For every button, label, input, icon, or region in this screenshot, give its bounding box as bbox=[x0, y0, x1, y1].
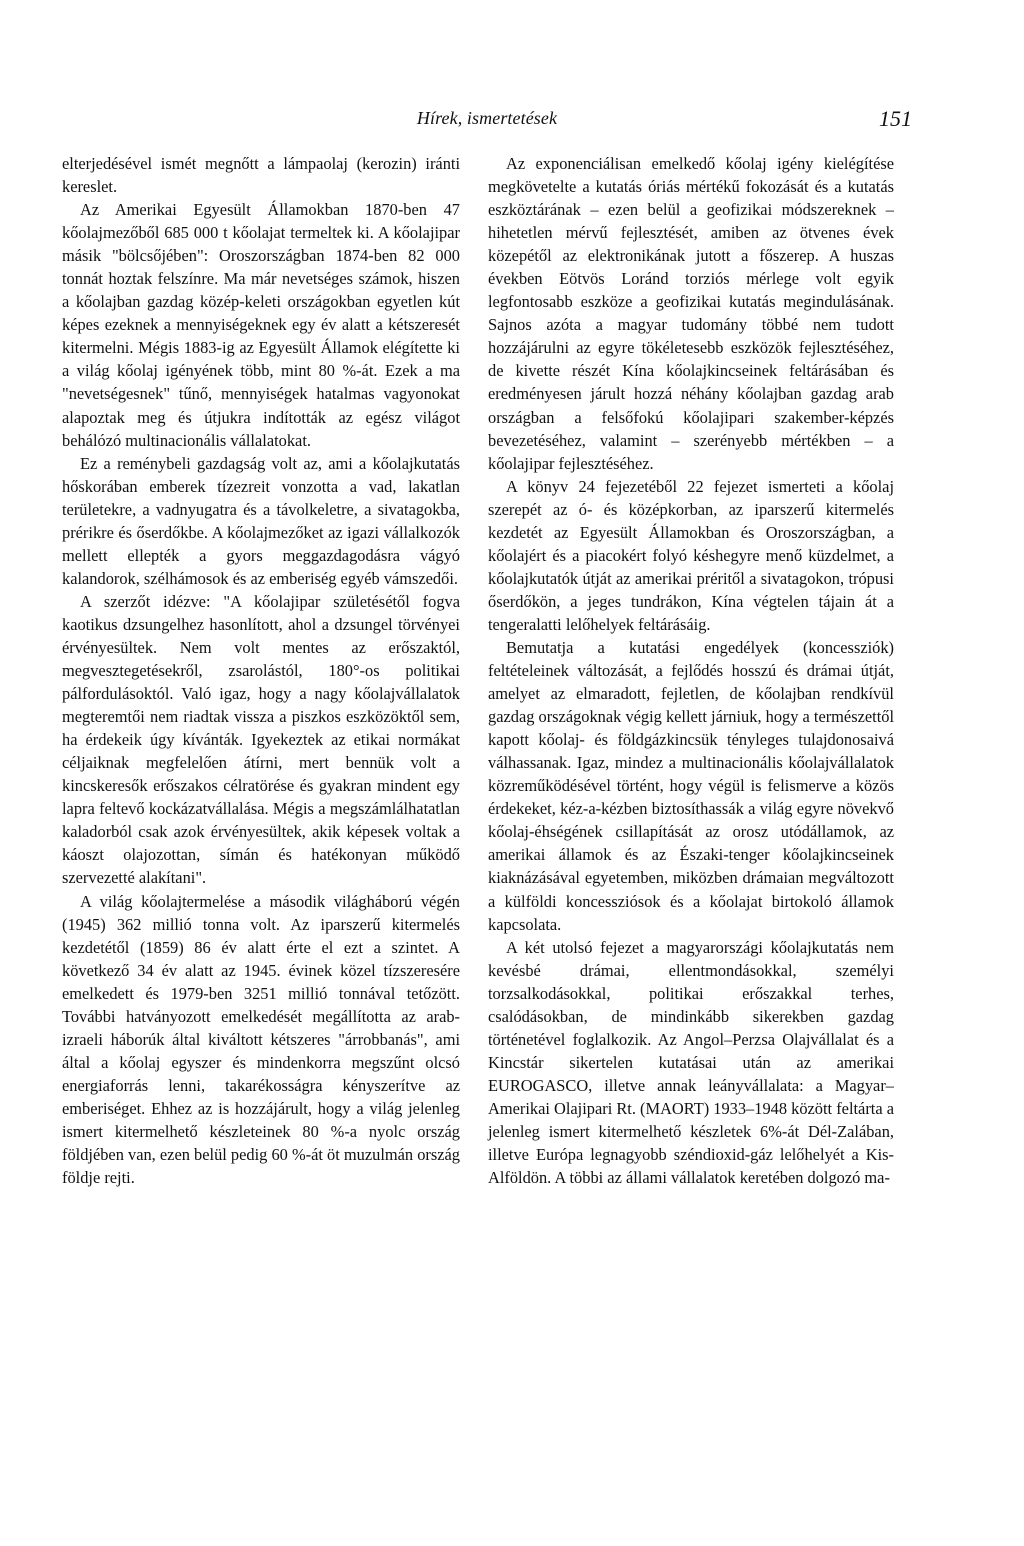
paragraph: Ez a reménybeli gazdagság volt az, ami a kőolajkutatás hőskorában emberek tízezreit vonzotta a vad, lakatlan területekre, a vadnyugatra és a távolkeletre, a sivatagokba, prérikre és őserdőkbe. A kőolajmezőket az igazi vállalkozók mellett ellepték a gyors meggazdagodásra vágyó kalandorok, szélhámosok és az emberiség egyéb vámszedői. bbox=[62, 453, 460, 588]
right-column bbox=[488, 152, 894, 1189]
paragraph: Az exponenciálisan emelkedő kőolaj igény kielégítése megkövetelte a kutatás óriás mértékű fokozását és a kutatás eszköztárának – ezen belül a geofizikai módszereknek – hihetetlen mérvű fejlesztését, amiben az ötvenes évek közepétől az elektronikának jutott a főszerep. A huszas években Eötvös Loránd torziós mérlege volt egyik legfontosabb eszköze a geofizikai kutatás megindulásának. Sajnos azóta a magyar tudomány többé nem tudott hozzájárulni az egyre tökéletesebb eszközök fejlesztéséhez, de kivette részét Kína kőolajkincseinek feltárásában és eredményesen járult hozzá néhány kőolajban gazdag arab országban a felsőfokú kőolajipari szakember-képzés bevezetéséhez, valamint – szerényebb mértékben – a kőolajipar fejlesztéséhez. bbox=[488, 154, 894, 473]
left-column bbox=[62, 152, 460, 1189]
paragraph: elterjedésével ismét megnőtt a lámpaolaj (kerozin) iránti kereslet. bbox=[62, 154, 460, 197]
paragraph: A világ kőolajtermelése a második világháború végén (1945) 362 millió tonna volt. Az iparszerű kitermelés kezdetétől (1859) 86 év alatt érte el ezt a szintet. A következő 34 év alatt az 1945. évinek közel tízszeresére emelkedett és 1979-ben 3251 millió tonnával tetőzött. További hatványozott emelkedését megállította az arab-izraeli háborúk által kiváltott kétszeres "árrobbanás", ami által a kőolaj egyszer és mindenkorra megszűnt olcsó energiaforrás lenni, takarékosságra kényszerítve az emberiséget. Ehhez az is hozzájárult, hogy a világ jelenleg ismert kitermelhető készleteinek 80 %-a nyolc ország földjében van, ezen belül pedig 60 %-át öt muzulmán ország földje rejti. bbox=[62, 891, 460, 1188]
paragraph: A szerzőt idézve: "A kőolajipar születésétől fogva kaotikus dzsungelhez hasonlított, ahol a dzsungel törvényei érvényesültek. Nem volt mentes az erőszaktól, megvesztegetésekről, zsarolástól, 180°-os politikai pálfordulásoktól. Való igaz, hogy a nagy kőolajvállalatok megteremtői nem riadtak vissza a piszkos eszközöktől sem, ha érdekeik úgy kívánták. Igyekeztek az etikai normákat céljaiknak megfelelően átírni, mert bennük volt a kincskeresők erőszakos célratörése és gyakran mindent egy lapra feltevő kockázatvállalása. Mégis a megszámlálhatatlan kaladorból csak azok érvényesültek, akik képesek voltak a káoszt olajozottan, símán és hatékonyan működő szervezetté alakítani". bbox=[62, 591, 460, 888]
paragraph: A könyv 24 fejezetéből 22 fejezet ismerteti a kőolaj szerepét az ó- és középkorban, az iparszerű kitermelés kezdetét az Egyesült Államokban és Oroszországban, a kőolajért és a piacokért folyó késhegyre menő küzdelmet, a kőolajkutatók útját az amerikai préritől a sivatagokon, trópusi őserdőkön, a jeges tundrákon, Kína végtelen tájain át a tengeralatti lelőhelyek feltárásáig. bbox=[488, 476, 894, 634]
page-number: 151 bbox=[879, 106, 912, 131]
paragraph: A két utolsó fejezet a magyarországi kőolajkutatás nem kevésbé drámai, ellentmondásokkal, személyi torzsalkodásokkal, politikai erőszakkal terhes, csalódásokban, de mindinkább sikerekben gazdag történetével foglalkozik. Az Angol–Perzsa Olajvállalat és a Kincstár sikertelen kutatásai után az amerikai EUROGASCO, illetve annak leányvállalata: a Magyar–Amerikai Olajipari Rt. (MAORT) 1933–1948 között feltárta a jelenleg ismert kitermelhető készletek 6%-át Dél-Zalában, illetve Európa legnagyobb széndioxid-gáz lelőhelyét a Kis-Alföldön. A többi az állami vállalatok keretében dolgozó ma- bbox=[488, 937, 894, 1188]
paragraph: Az Amerikai Egyesült Államokban 1870-ben 47 kőolajmezőből 685 000 t kőolajat termeltek ki. A kőolajipar másik "bölcsőjében": Oroszországban 1874-ben 82 000 tonnát hoztak felszínre. Ma már nevetséges számok, hiszen a kőolajban gazdag közép-keleti országokban egyetlen kút képes ezeknek a mennyiségeknek egy év alatt a kétszeresét kitermelni. Mégis 1883-ig az Egyesült Államok elégítette ki a világ kőolaj igényének több, mint 80 %-át. Ezek a ma "nevetségesnek" tűnő, mennyiségek hatalmas vagyonokat alapoztak meg és útjukra indították az egész világot behálózó multinacionális vállalatokat. bbox=[62, 200, 460, 450]
page-header bbox=[62, 106, 912, 146]
paragraph: Bemutatja a kutatási engedélyek (koncessziók) feltételeinek változását, a fejlődés hosszú és drámai útját, amelyet az elmaradott, fejletlen, de kőolajban rendkívül gazdag országoknak végig kellett járniuk, hogy a természettől kapott kőolaj- és földgázkincsük tényleges tulajdonosaivá válhassanak. Igaz, mindez a multinacionális kőolajvállalatok közreműködésével történt, hogy végül is felismerve a közös érdekeket, kéz-a-kézben biztosíthassák a világ egyre növekvő kőolaj-éhségének csillapítását az orosz utódállamok, az amerikai államok és az Északi-tenger kőolajkincseinek kiaknázásával egyetemben, miközben drámaian megváltozott a külföldi koncessziósok és a kőolajat birtokoló államok kapcsolata. bbox=[488, 637, 894, 934]
running-title: Hírek, ismertetések bbox=[416, 108, 558, 128]
